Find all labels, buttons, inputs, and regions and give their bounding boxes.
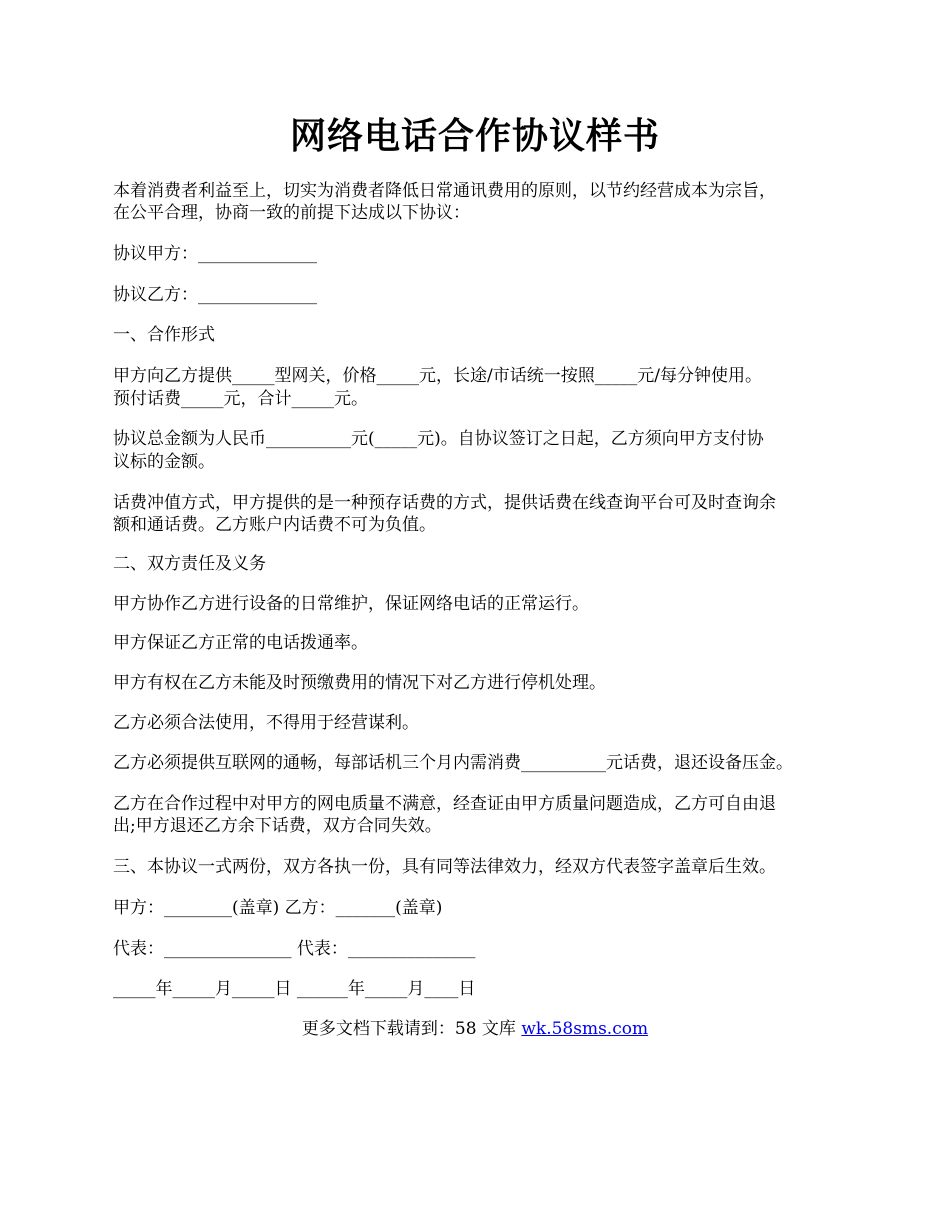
section-2-paragraph-2: 甲方保证乙方正常的电话拨通率。 bbox=[113, 633, 368, 653]
footer-download-note bbox=[0, 1018, 950, 1041]
section-2-heading: 二、双方责任及义务 bbox=[113, 554, 266, 574]
section-2-paragraph-4: 乙方必须合法使用，不得用于经营谋利。 bbox=[113, 713, 419, 733]
intro-line-1: 本着消费者利益至上，切实为消费者降低日常通讯费用的原则，以节约经营成本为宗旨， bbox=[113, 181, 776, 201]
section-1-paragraph-1-line-1: 甲方向乙方提供_____型网关，价格_____元，长途/市话统一按照_____元/每分钟使用。 bbox=[113, 366, 762, 386]
date-line: _____年_____月_____日 ______年_____月____日 bbox=[113, 979, 476, 999]
section-1-paragraph-1-line-2: 预付话费_____元，合计_____元。 bbox=[113, 389, 368, 409]
section-1-heading: 一、合作形式 bbox=[113, 325, 215, 345]
section-1-paragraph-3-line-1: 话费冲值方式，甲方提供的是一种预存话费的方式，提供话费在线查询平台可及时查询余 bbox=[113, 493, 776, 513]
representative-line: 代表：_______________ 代表：_______________ bbox=[113, 939, 476, 959]
document-title: 网络电话合作协议样书 bbox=[289, 115, 660, 157]
footer-text: 更多文档下载请到：58 文库 bbox=[301, 1019, 522, 1039]
section-1-paragraph-2-line-1: 协议总金额为人民币__________元(_____元)。自协议签订之日起，乙方须向甲方支付协 bbox=[113, 429, 764, 449]
footer-link[interactable]: wk.58sms.com bbox=[521, 1019, 649, 1039]
section-3-heading: 三、本协议一式两份，双方各执一份，具有同等法律效力，经双方代表签字盖章后生效。 bbox=[113, 857, 776, 877]
section-2-paragraph-6-line-1: 乙方在合作过程中对甲方的网电质量不满意，经查证由甲方质量问题造成，乙方可自由退 bbox=[113, 794, 776, 814]
seal-line: 甲方：________(盖章) 乙方：_______(盖章) bbox=[113, 898, 443, 918]
section-1-paragraph-3-line-2: 额和通话费。乙方账户内话费不可为负值。 bbox=[113, 515, 436, 535]
section-2-paragraph-3: 甲方有权在乙方未能及时预缴费用的情况下对乙方进行停机处理。 bbox=[113, 673, 606, 693]
section-1-paragraph-2-line-2: 议标的金额。 bbox=[113, 452, 215, 472]
section-2-paragraph-6-line-2: 出;甲方退还乙方余下话费，双方合同失效。 bbox=[113, 816, 442, 836]
section-2-paragraph-5: 乙方必须提供互联网的通畅，每部话机三个月内需消费__________元话费，退还设备压金。 bbox=[113, 753, 793, 773]
party-b-line: 协议乙方：______________ bbox=[113, 285, 317, 305]
party-a-line: 协议甲方：______________ bbox=[113, 244, 317, 264]
intro-line-2: 在公平合理，协商一致的前提下达成以下协议： bbox=[113, 203, 470, 223]
section-2-paragraph-1: 甲方协作乙方进行设备的日常维护，保证网络电话的正常运行。 bbox=[113, 594, 589, 614]
